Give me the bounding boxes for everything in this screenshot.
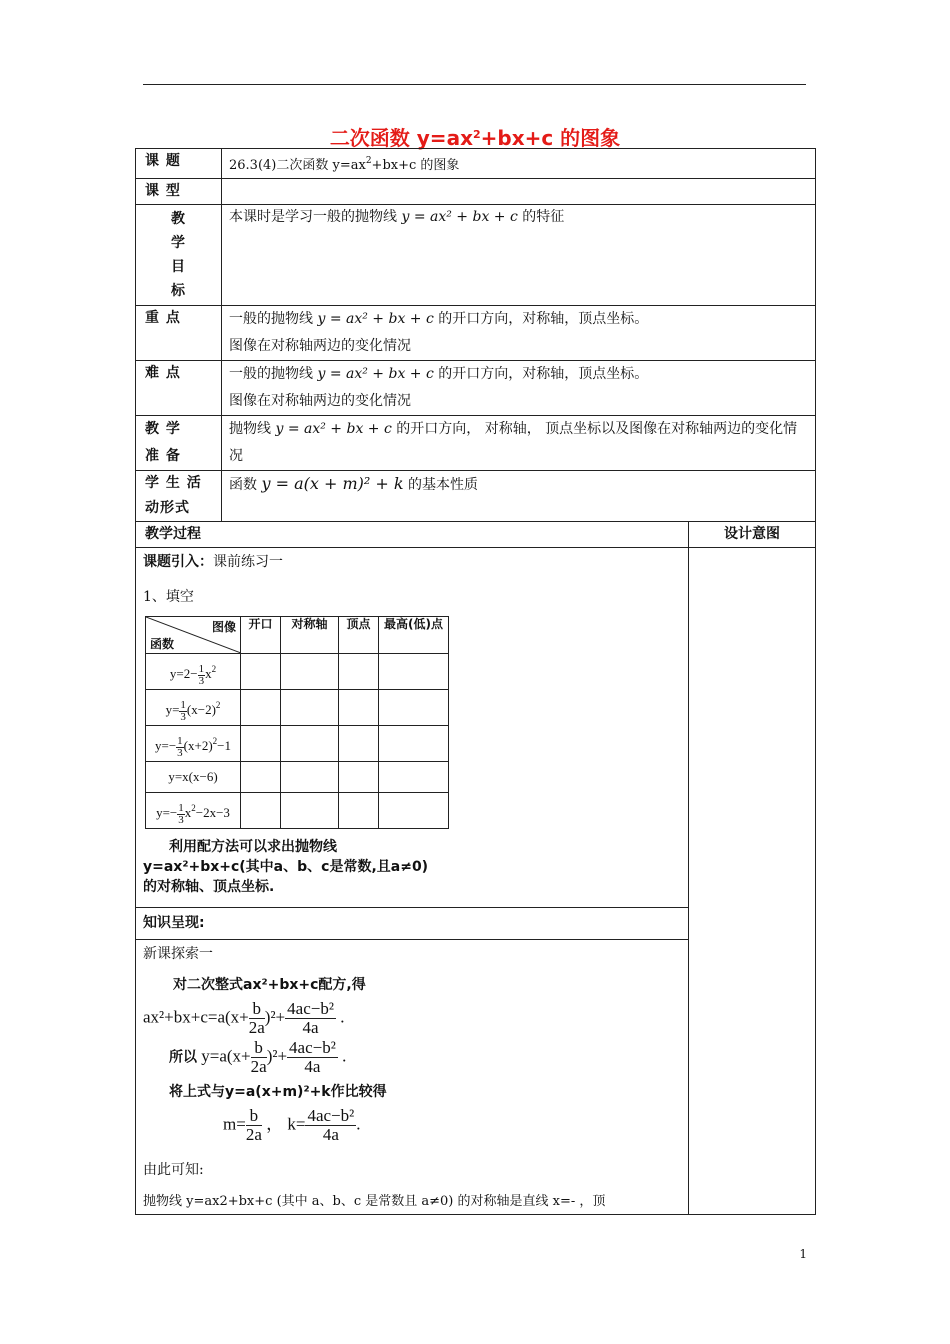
- diag-bottom-label: 函数: [150, 637, 175, 651]
- practice-blank-cell[interactable]: [379, 793, 449, 829]
- practice-function: y=− $\frac{1}{3}$ $(x+2)^2-1$: [146, 726, 241, 762]
- derive-line-3: 所以 y=a(x+ $\frac{b}{2a}$ )²+ $\frac{\text{4ac−b²}}{4a}$ .: [169, 1038, 347, 1076]
- label-topic: 课 题: [136, 149, 222, 179]
- practice-row: [146, 726, 449, 762]
- page-number: 1: [799, 1247, 807, 1261]
- practice-blank-cell[interactable]: [241, 762, 281, 793]
- practice-function: y= $\frac{1}{3}$ $(x-2)^2$: [146, 690, 241, 726]
- practice-blank-cell[interactable]: [241, 793, 281, 829]
- practice-blank-cell[interactable]: [339, 793, 379, 829]
- label-activity: 学 生 活 动形式: [136, 471, 222, 522]
- new-lesson-cell: 新课探索一 对二次整式ax²+bx+c配方,得 ax²+bx+c=a(x+ $\frac{b}{2a}$ )²+ $\frac{\text{4ac−b²}}{4a}$ . 所以 y=a(x+ $\frac{b}{2a}$ )²+ $\frac{\text{4ac−b²}}{4a}$ . 将上式与y=a(x+m)²+k作比较得 m= $\frac{b}{2a}$ ， k= $\frac{\text{4ac−b²}}{4a}$ . 由此可知: 抛物线 y=ax2+bx+c (其中 a、b、c 是常数且 a≠0) 的对称轴是直线 x=- ，顶: [136, 940, 689, 1215]
- practice-row: [146, 793, 449, 829]
- practice-function: y=2− $\frac{1}{3}$ $x^2$: [146, 654, 241, 690]
- practice-table: [145, 616, 449, 829]
- process-header: 教学过程: [136, 522, 689, 548]
- value-difficulty: 一般的抛物线 y = ax² + bx + c 的开口方向，对称轴，顶点坐标。 图像在对称轴两边的变化情况: [222, 361, 816, 416]
- practice-blank-cell[interactable]: [241, 690, 281, 726]
- row-topic: [136, 149, 816, 179]
- practice-row: [146, 654, 449, 690]
- design-intent-cell: [689, 548, 816, 1215]
- derive-line-4: 将上式与y=a(x+m)²+k作比较得: [169, 1084, 387, 1100]
- practice-blank-cell[interactable]: [339, 654, 379, 690]
- practice-blank-cell[interactable]: [379, 762, 449, 793]
- lesson-plan-table: [135, 148, 816, 1215]
- practice-col-header: 顶点: [339, 617, 379, 654]
- formula: y = ax² + bx + c: [317, 311, 434, 327]
- label-difficulty: 难 点: [136, 361, 222, 416]
- practice-blank-cell[interactable]: [281, 726, 339, 762]
- row-preparation: [136, 416, 816, 471]
- practice-blank-cell[interactable]: [281, 654, 339, 690]
- formula: y = ax² + bx + c: [401, 209, 518, 225]
- conclusion-label: 由此可知:: [143, 1162, 204, 1178]
- practice-col-header: 开口: [241, 617, 281, 654]
- row-type: [136, 179, 816, 205]
- practice-blank-cell[interactable]: [379, 726, 449, 762]
- label-key-points: 重 点: [136, 306, 222, 361]
- row-activity: [136, 471, 816, 522]
- label-objective: 教 学 目 标: [136, 205, 222, 306]
- value-preparation: 抛物线 y = ax² + bx + c 的开口方向， 对称轴， 顶点坐标以及图像在对称轴两边的变化情况: [222, 416, 816, 471]
- row-intro: [136, 548, 816, 908]
- practice-row: [146, 762, 449, 793]
- derive-line-1: 对二次整式ax²+bx+c配方,得: [173, 977, 366, 993]
- value-objective: 本课时是学习一般的抛物线 y = ax² + bx + c 的特征: [222, 205, 816, 306]
- diag-top-label: 图像: [211, 620, 236, 634]
- row-process-header: [136, 522, 816, 548]
- practice-row: [146, 690, 449, 726]
- practice-blank-cell[interactable]: [339, 762, 379, 793]
- value-key-points: 一般的抛物线 y = ax² + bx + c 的开口方向，对称轴，顶点坐标。 图像在对称轴两边的变化情况: [222, 306, 816, 361]
- value-activity: 函数 y = a(x + m)² + k 的基本性质: [222, 471, 816, 522]
- practice-blank-cell[interactable]: [379, 654, 449, 690]
- value-topic: 26.3(4)二次函数 $y=ax^2+bx+c$ 的图象: [222, 149, 816, 179]
- knowledge-cell: 知识呈现:: [136, 908, 689, 940]
- practice-blank-cell[interactable]: [379, 690, 449, 726]
- practice-blank-cell[interactable]: [339, 690, 379, 726]
- header-rule: [143, 84, 806, 85]
- document-title: 二次函数 $y=ax^2+bx+c$ 的图象: [329, 126, 621, 150]
- practice-blank-cell[interactable]: [241, 654, 281, 690]
- method-note: 利用配方法可以求出抛物线 y=ax²+bx+c(其中a、b、c是常数,且a≠0) 的对称轴、顶点坐标.: [143, 839, 429, 895]
- value-type: [222, 179, 816, 205]
- practice-col-header: 对称轴: [281, 617, 339, 654]
- practice-blank-cell[interactable]: [339, 726, 379, 762]
- practice-header-row: [146, 617, 449, 654]
- formula: y = ax² + bx + c: [275, 421, 392, 437]
- row-difficulty: [136, 361, 816, 416]
- practice-function: y=− $\frac{1}{3}$ $x^2-2x-3$: [146, 793, 241, 829]
- formula: y = a(x + m)² + k: [261, 474, 404, 493]
- practice-blank-cell[interactable]: [241, 726, 281, 762]
- row-key-points: [136, 306, 816, 361]
- design-intent-header: 设计意图: [689, 522, 816, 548]
- practice-blank-cell[interactable]: [281, 793, 339, 829]
- label-preparation: 教 学 准 备: [136, 416, 222, 471]
- formula: y = ax² + bx + c: [317, 366, 434, 382]
- practice-col-header: 最高(低)点: [379, 617, 449, 654]
- practice-blank-cell[interactable]: [281, 690, 339, 726]
- label-type: 课 型: [136, 179, 222, 205]
- derive-line-2: ax²+bx+c=a(x+ $\frac{b}{2a}$ )²+ $\frac{\text{4ac−b²}}{4a}$ .: [143, 999, 345, 1037]
- practice-blank-cell[interactable]: [281, 762, 339, 793]
- conclusion-text: 抛物线 y=ax2+bx+c (其中 a、b、c 是常数且 a≠0) 的对称轴是直线 x=- ，顶: [143, 1194, 606, 1209]
- row-objective: [136, 205, 816, 306]
- intro-cell: 课题引入：课前练习一 1、填空 图像 函数 开口 对称轴 顶点 最高(低)点 y=2− $\frac{1}{3}$ $x^2$ y= $\frac{1}{3}$ $(x-2)^2$ y=− $\frac{1}{3}$ $(x+2)^2-1$ y=x(x−6) y=− $\frac{1}{3}$ $x^2-2x-3$ 利用配方法可以求出抛物线 y=ax²+bx+c(其中a、b、c是常数,且a≠0) 的对称轴、顶点坐标.: [136, 548, 689, 908]
- derive-line-5: m= $\frac{b}{2a}$ ， k= $\frac{\text{4ac−b²}}{4a}$ .: [223, 1106, 361, 1144]
- diagonal-header-cell: [146, 617, 241, 654]
- practice-function: y=x(x−6): [146, 762, 241, 793]
